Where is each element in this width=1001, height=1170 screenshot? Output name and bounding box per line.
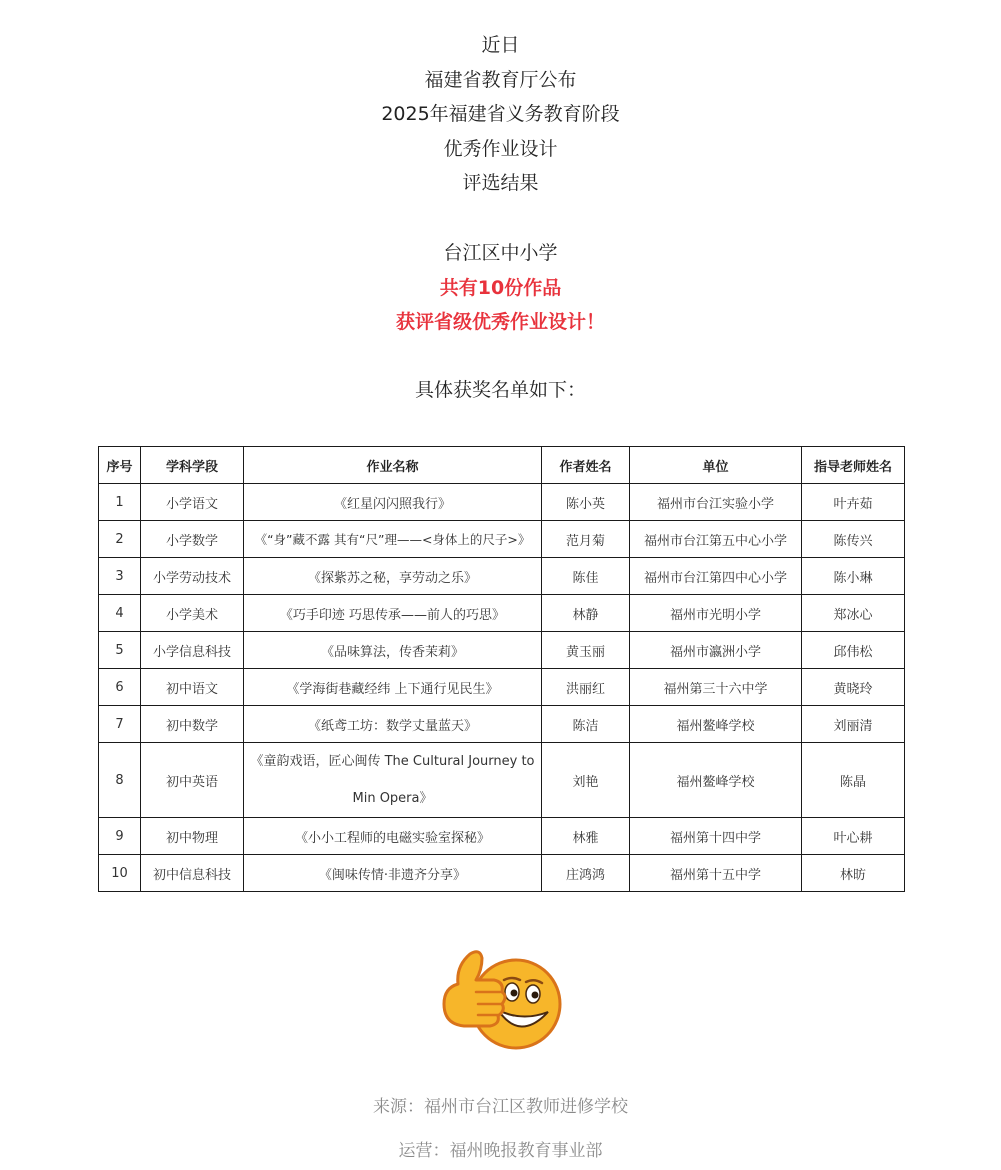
cell-school: 福州鳌峰学校 <box>630 743 802 818</box>
cell-school: 福州第十五中学 <box>630 855 802 892</box>
cell-author: 洪丽红 <box>542 669 630 706</box>
district-summary <box>0 236 1001 340</box>
heading-line: 2025年福建省义务教育阶段 <box>381 103 620 125</box>
table-row <box>99 484 905 521</box>
cell-subject: 初中英语 <box>141 743 244 818</box>
cell-advisor: 黄晓玲 <box>802 669 905 706</box>
source-credit: 来源：福州市台江区教师进修学校 <box>373 1097 628 1117</box>
heading-line: 评选结果 <box>462 172 539 194</box>
cell-index: 8 <box>99 743 141 818</box>
cell-subject: 初中数学 <box>141 706 244 743</box>
cell-subject: 小学信息科技 <box>141 632 244 669</box>
award-table <box>98 446 905 892</box>
cell-subject: 初中物理 <box>141 818 244 855</box>
cell-subject: 小学数学 <box>141 521 244 558</box>
list-intro-text: 具体获奖名单如下： <box>414 379 586 401</box>
cell-work-title: 《学海街巷藏经纬 上下通行见民生》 <box>244 669 542 706</box>
table-row <box>99 669 905 706</box>
table-row <box>99 595 905 632</box>
cell-school: 福州市台江第四中心小学 <box>630 558 802 595</box>
cell-author: 林静 <box>542 595 630 632</box>
cell-author: 庄鸿鸿 <box>542 855 630 892</box>
header-advisor: 指导老师姓名 <box>802 447 905 484</box>
cell-index: 4 <box>99 595 141 632</box>
cell-subject: 初中信息科技 <box>141 855 244 892</box>
cell-school: 福州鳌峰学校 <box>630 706 802 743</box>
header-subject: 学科学段 <box>141 447 244 484</box>
cell-school: 福州第三十六中学 <box>630 669 802 706</box>
cell-work-title: 《品味算法，传香茉莉》 <box>244 632 542 669</box>
announcement-heading <box>0 28 1001 201</box>
table-row <box>99 855 905 892</box>
cell-index: 6 <box>99 669 141 706</box>
list-intro <box>0 373 1001 408</box>
cell-advisor: 叶卉茹 <box>802 484 905 521</box>
cell-work-title: 《探紫苏之秘，享劳动之乐》 <box>244 558 542 595</box>
cell-work-title: 《童韵戏语，匠心闽传 The Cultural Journey to Min Opera》 <box>244 743 542 818</box>
cell-school: 福州市台江实验小学 <box>630 484 802 521</box>
cell-author: 黄玉丽 <box>542 632 630 669</box>
cell-author: 陈小英 <box>542 484 630 521</box>
thumbs-up-smiley-icon <box>436 944 566 1058</box>
cell-advisor: 陈晶 <box>802 743 905 818</box>
highlight-count: 共有10份作品 <box>439 276 562 299</box>
header-index: 序号 <box>99 447 141 484</box>
cell-work-title: 《巧手印迹 巧思传承——前人的巧思》 <box>244 595 542 632</box>
cell-work-title: 《红星闪闪照我行》 <box>244 484 542 521</box>
heading-line: 近日 <box>481 34 520 56</box>
cell-work-title: 《“身”藏不露 其有“尺”理——<身体上的尺子>》 <box>244 521 542 558</box>
cell-subject: 小学劳动技术 <box>141 558 244 595</box>
cell-author: 范月菊 <box>542 521 630 558</box>
cell-author: 陈佳 <box>542 558 630 595</box>
cell-subject: 小学美术 <box>141 595 244 632</box>
table-header-row <box>99 447 905 484</box>
cell-school: 福州市瀛洲小学 <box>630 632 802 669</box>
cell-subject: 初中语文 <box>141 669 244 706</box>
heading-line: 福建省教育厅公布 <box>424 68 577 91</box>
cell-index: 5 <box>99 632 141 669</box>
table-row <box>99 521 905 558</box>
table-row <box>99 743 905 818</box>
header-school: 单位 <box>630 447 802 484</box>
cell-advisor: 叶心耕 <box>802 818 905 855</box>
cell-index: 7 <box>99 706 141 743</box>
cell-advisor: 陈传兴 <box>802 521 905 558</box>
cell-author: 刘艳 <box>542 743 630 818</box>
heading-line: 优秀作业设计 <box>443 137 558 160</box>
cell-advisor: 陈小琳 <box>802 558 905 595</box>
table-row <box>99 558 905 595</box>
cell-work-title: 《闽味传情·非遗齐分享》 <box>244 855 542 892</box>
cell-subject: 小学语文 <box>141 484 244 521</box>
operator-credit: 运营：福州晚报教育事业部 <box>398 1141 603 1161</box>
cell-author: 林雅 <box>542 818 630 855</box>
cell-school: 福州市台江第五中心小学 <box>630 521 802 558</box>
table-row <box>99 632 905 669</box>
header-author: 作者姓名 <box>542 447 630 484</box>
cell-advisor: 郑冰心 <box>802 595 905 632</box>
cell-advisor: 林昉 <box>802 855 905 892</box>
cell-work-title: 《纸鸢工坊：数学丈量蓝天》 <box>244 706 542 743</box>
table-row <box>99 706 905 743</box>
table-row <box>99 818 905 855</box>
cell-school: 福州第十四中学 <box>630 818 802 855</box>
cell-work-title: 《小小工程师的电磁实验室探秘》 <box>244 818 542 855</box>
cell-school: 福州市光明小学 <box>630 595 802 632</box>
cell-author: 陈洁 <box>542 706 630 743</box>
cell-advisor: 邱伟松 <box>802 632 905 669</box>
highlight-award: 获评省级优秀作业设计！ <box>395 311 605 333</box>
cell-index: 9 <box>99 818 141 855</box>
cell-index: 3 <box>99 558 141 595</box>
cell-index: 2 <box>99 521 141 558</box>
cell-advisor: 刘丽清 <box>802 706 905 743</box>
cell-index: 10 <box>99 855 141 892</box>
district-name: 台江区中小学 <box>443 242 558 264</box>
header-work-title: 作业名称 <box>244 447 542 484</box>
cell-index: 1 <box>99 484 141 521</box>
